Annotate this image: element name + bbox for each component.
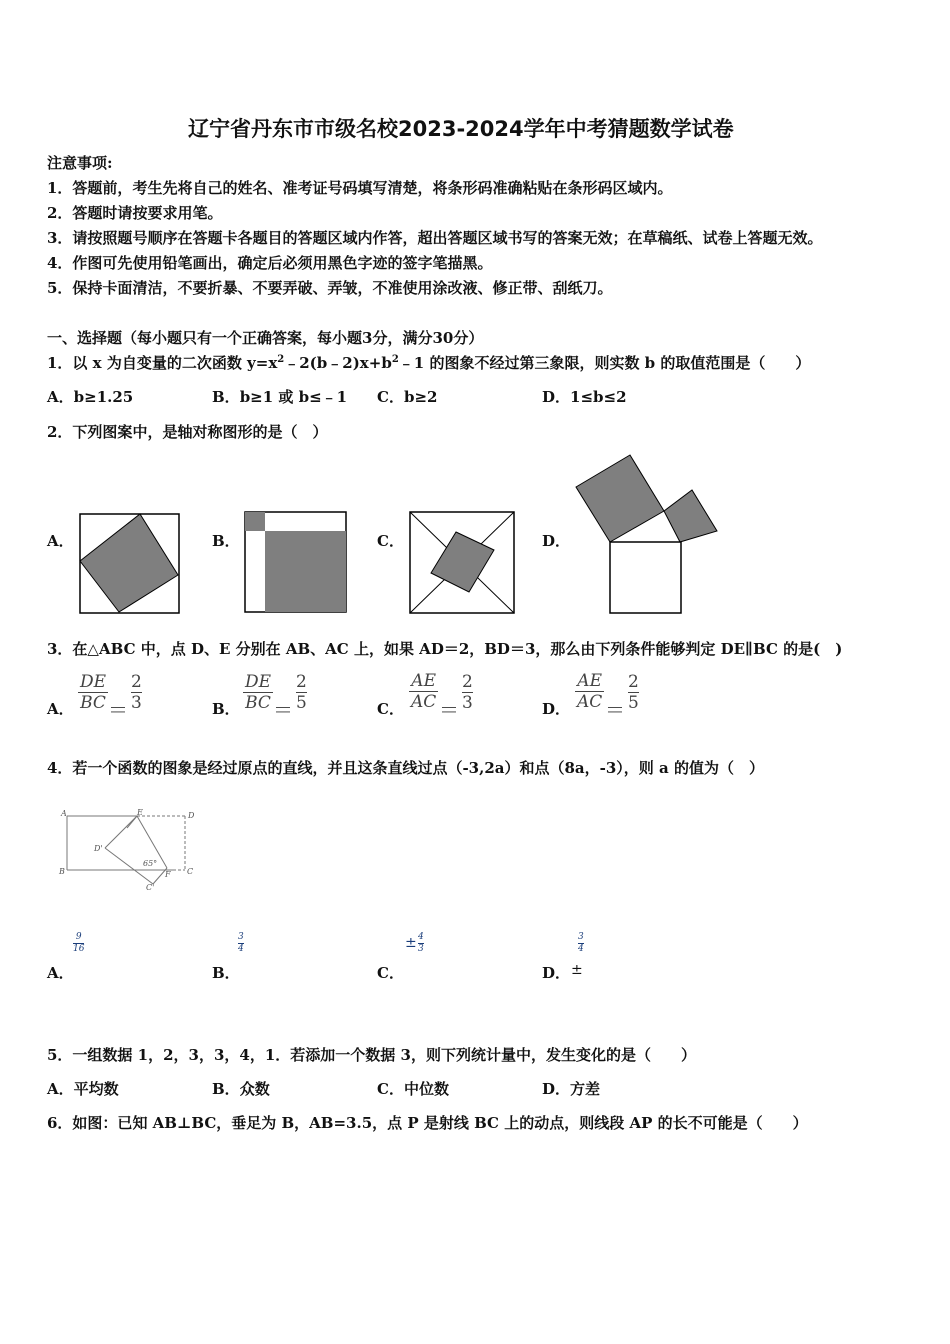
q2-figure-d[interactable] [574, 453, 720, 615]
q1-part-c: ﹣1 的图象不经过第三象限，则实数 b 的取值范围是（ ） [398, 354, 811, 372]
question-1-text [47, 352, 810, 373]
option-label: A． [47, 1080, 74, 1098]
question-3-text: 3．在△ABC 中，点 D、E 分别在 AB、AC 上，如果 AD＝2，BD＝3，那么由下列条件能够判定 DE∥BC 的是( ) [47, 640, 843, 658]
q1-option-a[interactable] [47, 386, 133, 407]
question-4-text: 4．若一个函数的图象是经过原点的直线，并且这条直线过点（-3,2a）和点（8a，-3），则 a 的值为（ ） [47, 759, 764, 777]
ratio-num: 2 [628, 672, 639, 692]
option-value: 1≤b≤2 [570, 388, 627, 406]
option-value: 方差 [570, 1080, 601, 1098]
fig-label-c: C [187, 867, 194, 876]
notice-item: 5．保持卡面清洁，不要折暴、不要弄破、弄皱，不准使用涂改液、修正带、刮纸刀。 [47, 279, 613, 297]
option-value: b≥1.25 [73, 388, 134, 406]
q3-option-d-fraction[interactable] [575, 671, 604, 712]
q2-figure-b[interactable] [244, 511, 348, 614]
q4-option-d-fraction[interactable] [578, 932, 584, 955]
question-5-text: 5．一组数据 1，2，3，3，4，1．若添加一个数据 3，则下列统计量中，发生变化的是（ ） [47, 1046, 696, 1064]
fraction-num: 9 [75, 932, 82, 942]
q3-option-c-ratio [462, 672, 473, 713]
q2-figure-c[interactable] [409, 511, 516, 615]
option-label: C． [377, 1080, 404, 1098]
q3-option-b-label: B． [212, 700, 240, 718]
fraction-num: AE [577, 671, 602, 691]
ratio-den: 3 [131, 693, 142, 713]
option-value: 众数 [239, 1080, 270, 1098]
option-value: 中位数 [403, 1080, 449, 1098]
fraction-num: AE [411, 671, 436, 691]
fig-label-d2: D' [94, 844, 103, 853]
fig-label-b: B [59, 867, 65, 876]
question-2-text: 2．下列图案中，是轴对称图形的是（ ） [47, 423, 328, 441]
q5-option-c[interactable] [377, 1078, 449, 1099]
fraction-den: AC [577, 692, 603, 712]
q3-option-d-label: D． [542, 700, 571, 718]
q1-option-c[interactable] [377, 386, 437, 407]
q2-option-c-label: C． [377, 532, 404, 550]
equals-sign: ＝ [439, 698, 459, 722]
notice-item: 2．答题时请按要求用笔。 [47, 204, 223, 222]
q3-option-a-fraction[interactable] [78, 672, 108, 713]
option-value: b≥2 [403, 388, 438, 406]
q1-part-b: ﹣2(b﹣2)x+b [284, 354, 392, 372]
q3-option-a-ratio [131, 672, 142, 713]
q5-option-a[interactable] [47, 1078, 119, 1099]
notice-heading: 注意事项: [47, 154, 113, 172]
q1-option-d[interactable] [542, 386, 627, 407]
q5-option-b[interactable] [212, 1078, 270, 1099]
option-label: D． [542, 388, 571, 406]
fraction-den: BC [78, 692, 108, 713]
question-6-text: 6．如图：已知 AB⊥BC，垂足为 B，AB=3.5，点 P 是射线 BC 上的动点，则线段 AP 的长不可能是（ ） [47, 1114, 808, 1132]
fraction-den: AC [411, 692, 437, 712]
option-label: B． [212, 388, 240, 406]
q3-option-b-fraction[interactable] [243, 672, 273, 713]
q4-figure [57, 808, 203, 892]
q1-sup-b: 2 [391, 354, 399, 365]
option-label: C． [377, 388, 404, 406]
equals-sign: ＝ [108, 698, 128, 722]
fraction-den: BC [243, 692, 273, 713]
ratio-den: 3 [462, 693, 473, 713]
option-label: A． [47, 388, 74, 406]
q4-option-a-label: A． [47, 964, 74, 982]
equals-sign: ＝ [605, 698, 625, 722]
fig-label-angle: 65° [143, 859, 158, 868]
q5-option-d[interactable] [542, 1078, 600, 1099]
section-heading: 一、选择题（每小题只有一个正确答案，每小题3分，满分30分） [47, 329, 484, 347]
q4-option-c-fraction[interactable] [418, 932, 424, 955]
option-label: B． [212, 1080, 240, 1098]
q3-option-d-ratio [628, 672, 639, 713]
fig-label-e: E [137, 808, 143, 817]
notice-item: 4．作图可先使用铅笔画出，确定后必须用黑色字迹的签字笔描黑。 [47, 254, 493, 272]
q1-sup-a: 2 [277, 354, 285, 365]
q1-option-b[interactable] [212, 386, 347, 407]
q2-figure-a[interactable] [79, 513, 181, 615]
option-value: b≥1 或 b≤﹣1 [239, 388, 348, 406]
notice-item: 1．答题前，考生先将自己的姓名、准考证号码填写清楚，将条形码准确粘贴在条形码区域内。 [47, 179, 673, 197]
ratio-num: 2 [462, 672, 473, 692]
plus-minus-sign: ± [405, 935, 417, 951]
q4-option-a-fraction[interactable] [73, 932, 84, 955]
fraction-num: 3 [578, 932, 584, 942]
page-title: 辽宁省丹东市市级名校2023-2024学年中考猜题数学试卷 [188, 117, 734, 141]
plus-minus-sign: ± [571, 962, 583, 978]
ratio-num: 2 [131, 672, 142, 692]
fraction-num: 4 [418, 932, 424, 942]
q2-option-b-label: B． [212, 532, 240, 550]
q4-option-b-fraction[interactable] [238, 932, 244, 955]
option-value: 平均数 [73, 1080, 119, 1098]
ratio-num: 2 [296, 672, 307, 692]
q2-option-d-label: D． [542, 532, 571, 550]
notice-item: 3．请按照题号顺序在答题卡各题目的答题区域内作答，超出答题区域书写的答案无效；在草稿纸、试卷上答题无效。 [47, 229, 823, 247]
fraction-num: DE [80, 672, 107, 692]
fraction-num: 3 [238, 932, 244, 942]
fraction-den: 4 [578, 944, 584, 954]
ratio-den: 5 [296, 693, 307, 713]
ratio-den: 5 [628, 693, 639, 713]
fig-label-d: D [188, 811, 195, 820]
fraction-den: 4 [238, 944, 244, 954]
fraction-den: 3 [418, 944, 424, 954]
fraction-num: DE [245, 672, 272, 692]
q3-option-c-label: C． [377, 700, 404, 718]
equals-sign: ＝ [273, 698, 293, 722]
fig-label-c2: C' [146, 883, 155, 892]
fraction-den: 16 [73, 944, 85, 954]
option-label: D． [542, 1080, 571, 1098]
q4-option-d-label: D． [542, 964, 571, 982]
q3-option-c-fraction[interactable] [409, 671, 438, 712]
q4-option-b-label: B． [212, 964, 240, 982]
fig-label-f: F [165, 870, 171, 879]
q3-option-b-ratio [296, 672, 307, 713]
q1-part-a: 1．以 x 为自变量的二次函数 y=x [47, 354, 278, 372]
fig-label-a: A [61, 809, 67, 818]
q3-option-a-label: A． [47, 700, 74, 718]
q4-option-c-label: C． [377, 964, 404, 982]
q2-option-a-label: A． [47, 532, 74, 550]
